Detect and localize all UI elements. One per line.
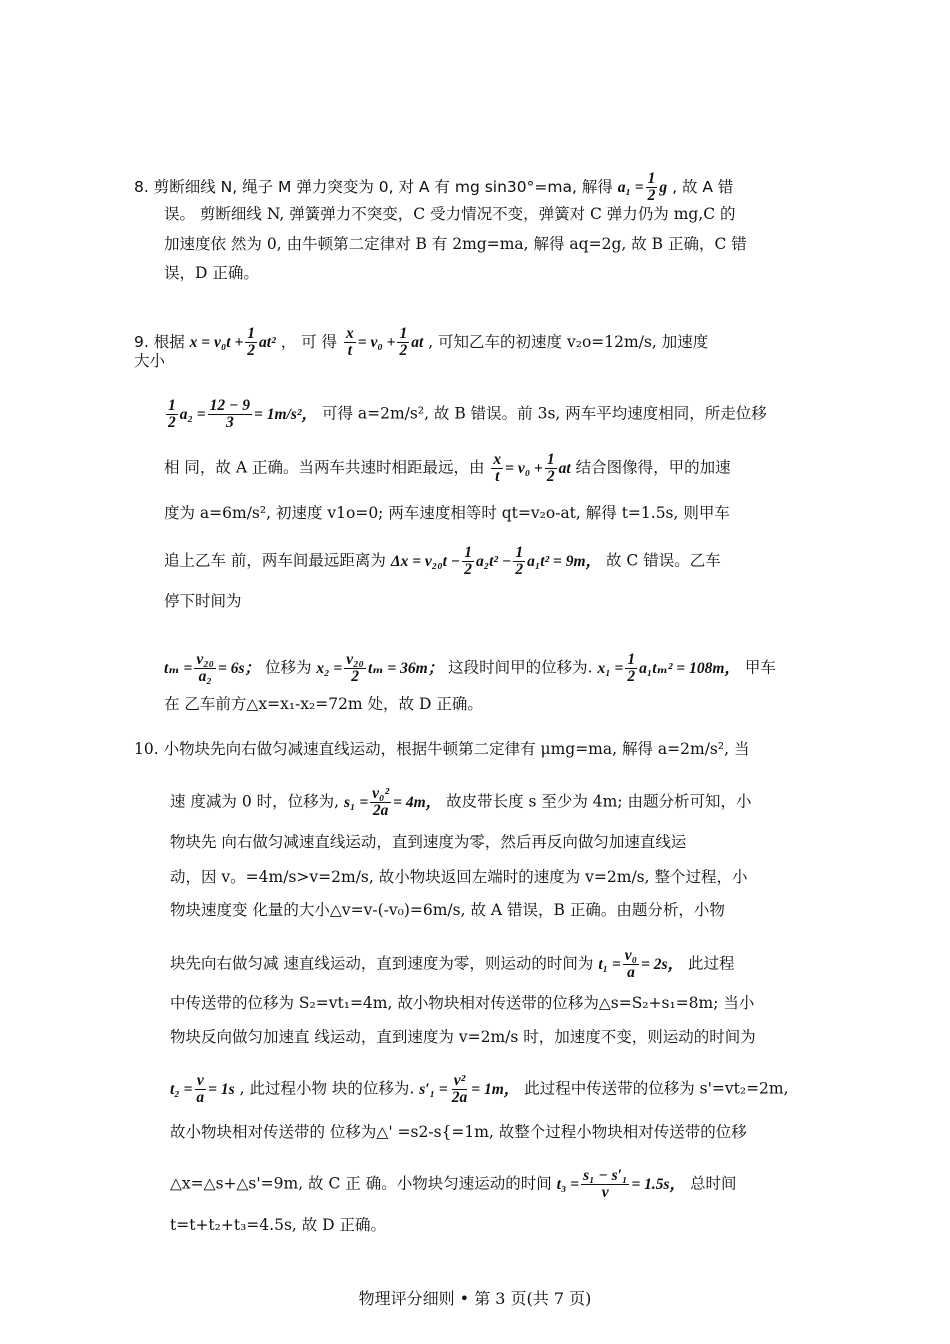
formula-x1: x₁ = $\frac{1}{2}$ a₁tₘ² = 108m，	[597, 651, 740, 685]
q9-text-8c: 甲车	[744, 658, 776, 677]
q9-text-8a: 位移为	[264, 658, 312, 677]
formula-t3: t₃ = $\frac{\text{s₁ − s′₁}}{v}$ = 1.5s，	[556, 1167, 686, 1201]
q8-text-1b: , 故 A 错	[672, 178, 734, 196]
q9-text-4a: 相 同，故 A 正确。当两车共速时相距最远，由	[164, 458, 485, 477]
q10-line-5: 物块速度变 化量的大小△v=v-(-v₀)=6m/s, 故 A 错误，B 正确。由题分析，小物	[170, 901, 725, 919]
q10-line-6	[170, 948, 735, 981]
q9-line-3	[164, 398, 767, 431]
q9-text-8b: 这段时间甲的位移为.	[448, 658, 593, 677]
formula-a1: a₁ = $\frac{1}{2}$ g	[617, 170, 668, 204]
q9-text-1b: ， 可 得	[280, 333, 338, 351]
q8-line-3: 加速度依 然为 0, 由牛顿第二定律对 B 有 2mg=ma, 解得 aq=2g, 故 B 正确，C 错	[164, 235, 747, 253]
q9-line-7: 停下时间为	[164, 592, 242, 610]
q10-line-2	[170, 786, 752, 819]
q10-text-9b: 此过程中传送带的位移为 s'=vt₂=2m,	[524, 1079, 789, 1098]
formula-dx: Δx = v₂₀t − $\frac{1}{2}$ a₂t² − $\frac{1}{2}$ a₁t² = 9m，	[390, 544, 602, 578]
q10-line-3: 物块先 向右做匀减速直线运动，直到速度为零，然后再反向做匀加速直线运	[170, 833, 687, 851]
page-footer: 物理评分细则 • 第 3 页(共 7 页)	[358, 1289, 592, 1308]
q9-line-5: 度为 a=6m/s², 初速度 v1o=0; 两车速度相等时 qt=v₂o-at, 解得 t=1.5s, 则甲车	[164, 504, 730, 522]
q8-line-1	[134, 171, 733, 204]
q10-line-1: 10. 小物块先向右做匀减速直线运动，根据牛顿第二定律有 μmg=ma, 解得 a=2m/s², 当	[134, 740, 750, 758]
q9-line-1	[134, 326, 708, 359]
q10-line-7: 中传送带的位移为 S₂=vt₁=4m, 故小物块相对传送带的位移为△s=S₂+s₁=8m; 当小	[170, 994, 755, 1012]
q10-line-11	[170, 1168, 737, 1201]
q10-text-2b: 故皮带长度 s 至少为 4m; 由题分析可知，小	[446, 792, 752, 811]
q9-line-9: 在 乙车前方△x=x₁-x₂=72m 处，故 D 正确。	[164, 695, 483, 713]
q10-text-6b: 此过程	[688, 954, 735, 973]
q10-line-10: 故小物块相对传送带的 位移为△' =s2-s{=1m, 故整个过程小物块相对传送带的位移	[170, 1123, 747, 1141]
q9-text-6a: 追上乙车 前，两车间最远距离为	[164, 551, 386, 570]
formula-t2: t₂ = $\frac{v}{a}$ = 1s	[170, 1072, 235, 1106]
q10-text-11a: △x=△s+△s'=9m, 故 C 正 确。小物块匀速运动的时间	[170, 1174, 552, 1193]
q9-text-1a: 9. 根据	[134, 333, 185, 351]
formula-tm: tₘ = $\frac{\text{v₂₀}}{\text{a₂}}$ = 6s；	[164, 651, 260, 685]
formula-x-over-t: $\frac{x}{t}$ = v₀ + $\frac{1}{2}$ at	[346, 325, 424, 359]
formula-x2: x₂ = $\frac{\text{v₂₀}}{2}$ tₘ = 36m；	[316, 651, 444, 685]
q9-line-4	[164, 452, 731, 485]
formula-half-a2: $\frac{1}{2}$ a₂ = $\frac{12 - 9}{3}$ = 1m/s²，	[168, 397, 318, 431]
q10-text-2a: 速 度减为 0 时，位移为,	[170, 792, 340, 811]
q10-line-9	[170, 1073, 789, 1106]
q9-text-1c: , 可知乙车的初速度 v₂o=12m/s, 加速度	[428, 333, 709, 351]
formula-x-eq: x = v₀t + $\frac{1}{2}$ at²	[189, 325, 276, 359]
q10-text-11b: 总时间	[690, 1174, 737, 1193]
q10-line-8: 物块反向做匀加速直 线运动，直到速度为 v=2m/s 时，加速度不变，则运动的时间为	[170, 1028, 756, 1046]
q8-line-4: 误，D 正确。	[164, 264, 259, 282]
q10-text-6a: 块先向右做匀减 速直线运动，直到速度为零，则运动的时间为	[170, 954, 594, 973]
q10-line-12: t=t+t₂+t₃=4.5s, 故 D 正确。	[170, 1216, 387, 1234]
q8-line-2: 误。 剪断细线 N, 弹簧弹力不突变，C 受力情况不变，弹簧对 C 弹力仍为 mg,C 的	[164, 205, 736, 223]
formula-t1: t₁ = $\frac{\text{v₀}}{a}$ = 2s，	[598, 947, 684, 981]
q8-text-1a: 8. 剪断细线 N, 绳子 M 弹力突变为 0, 对 A 有 mg sin30°=ma, 解得	[134, 178, 613, 196]
q9-text-6b: 故 C 错误。乙车	[606, 551, 721, 570]
q9-line-6	[164, 545, 721, 578]
formula-s1: s₁ = $\frac{\text{v₀²}}{2a}$ = 4m，	[344, 785, 442, 819]
q10-text-9a: , 此过程小物 块的位移为.	[239, 1079, 415, 1098]
formula-s1-prime: s′₁ = $\frac{\text{v²}}{2a}$ = 1m，	[419, 1072, 520, 1106]
q9-line-8	[164, 652, 776, 685]
q9-text-3: 可得 a=2m/s², 故 B 错误。前 3s, 两车平均速度相同，所走位移	[321, 404, 767, 423]
q9-text-4b: 结合图像得，甲的加速	[575, 458, 731, 477]
q9-line-2: 大小	[134, 352, 166, 370]
q10-line-4: 动，因 v。=4m/s>v=2m/s, 故小物块返回左端时的速度为 v=2m/s, 整个过程，小	[170, 868, 748, 886]
formula-x-over-t-2: $\frac{x}{t}$ = v₀ + $\frac{1}{2}$ at	[493, 451, 571, 485]
